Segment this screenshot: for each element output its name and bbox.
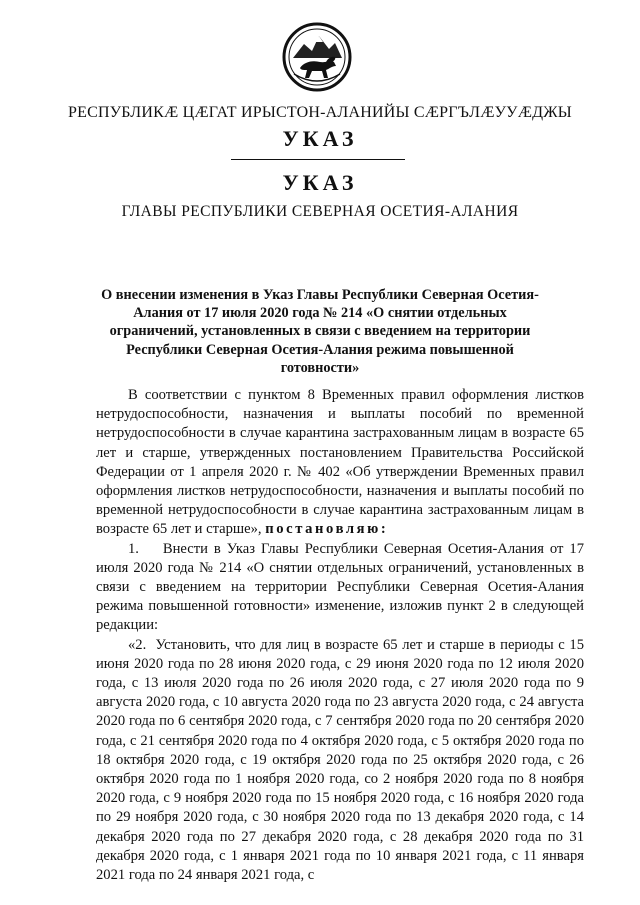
russian-header-line: ГЛАВЫ РЕСПУБЛИКИ СЕВЕРНАЯ ОСЕТИЯ-АЛАНИЯ [121,203,519,220]
preamble-paragraph [96,386,584,540]
item-2-paragraph: «2. Установить, что для лиц в возрасте 65 лет и старше в периоды с 15 июня 2020 года по 28 июня 2020 года, с 29 июня 2020 года по 12 июля 2020 года, с 13 июля 2020 года по 26 июля 2020 года, с 27 июля 2020 года по 9 августа 2020 года, с 10 августа 2020 года по 23 августа 2020 года, с 24 августа 2020 года по 6 сентября 2020 года, с 7 сентября 2020 года по 20 сентября 2020 года, с 21 сентября 2020 года по 4 октября 2020 года, с 5 октября 2020 года по 18 октября 2020 года, с 19 октября 2020 года по 25 октября 2020 года, с 26 октября 2020 года по 1 ноября 2020 года, со 2 ноября 2020 года по 8 ноября 2020 года, с 9 ноября 2020 года по 15 ноября 2020 года, с 16 ноября 2020 года по 29 ноября 2020 года, с 30 ноября 2020 года по 13 декабря 2020 года, с 14 декабря 2020 года по 27 декабря 2020 года, с 28 декабря 2020 года по 31 декабря 2020 года, с 1 января 2021 года по 10 января 2021 года, с 11 января 2021 года по 24 января 2021 года, с [96,636,584,884]
header-divider [231,159,405,160]
document-title: О внесении изменения в Указ Главы Республики Северная Осетия-Алания от 17 июля 2020 года № 214 «О снятии отдельных ограничений, установленных в связи с введением на территории Республики Северная Осетия-Алания режима повышенной готовности» [101,287,539,376]
ukaz-heading-russian: УКАЗ [282,170,358,195]
item-1-paragraph: 1. Внести в Указ Главы Республики Северная Осетия-Алания от 17 июля 2020 года № 214 «О снятии отдельных ограничений, установленных в связи с введением на территории Республики Северная Осетия-Алания режима повышенной готовности» изменение, изложив пункт 2 в следующей редакции: [96,540,584,634]
preamble-text: В соответствии с пунктом 8 Временных правил оформления листков нетрудоспособности, назначения и выплаты пособий по временной нетрудоспособности в случае карантина застрахованным лицам в возрасте 65 лет и старше, утвержденных постановлением Правительства Российской Федерации от 1 апреля 2020 г. № 402 «Об утверждении Временных правил оформления листков нетрудоспособности, назначения и выплаты пособий по временной нетрудоспособности в случае карантина застрахованным лицам в возрасте 65 лет и старше», [96,387,584,538]
ukaz-heading-ossetian: УКАЗ [282,126,358,151]
coat-of-arms-emblem [282,22,352,92]
document-body [96,386,584,885]
decree-word: постановляю: [265,521,389,538]
ossetian-header-line: РЕСПУБЛИКӔ ЦӔГАТ ИРЫСТОН-АЛАНИЙЫ СӔРГЪЛӔУУӔДЖЫ [68,104,572,121]
